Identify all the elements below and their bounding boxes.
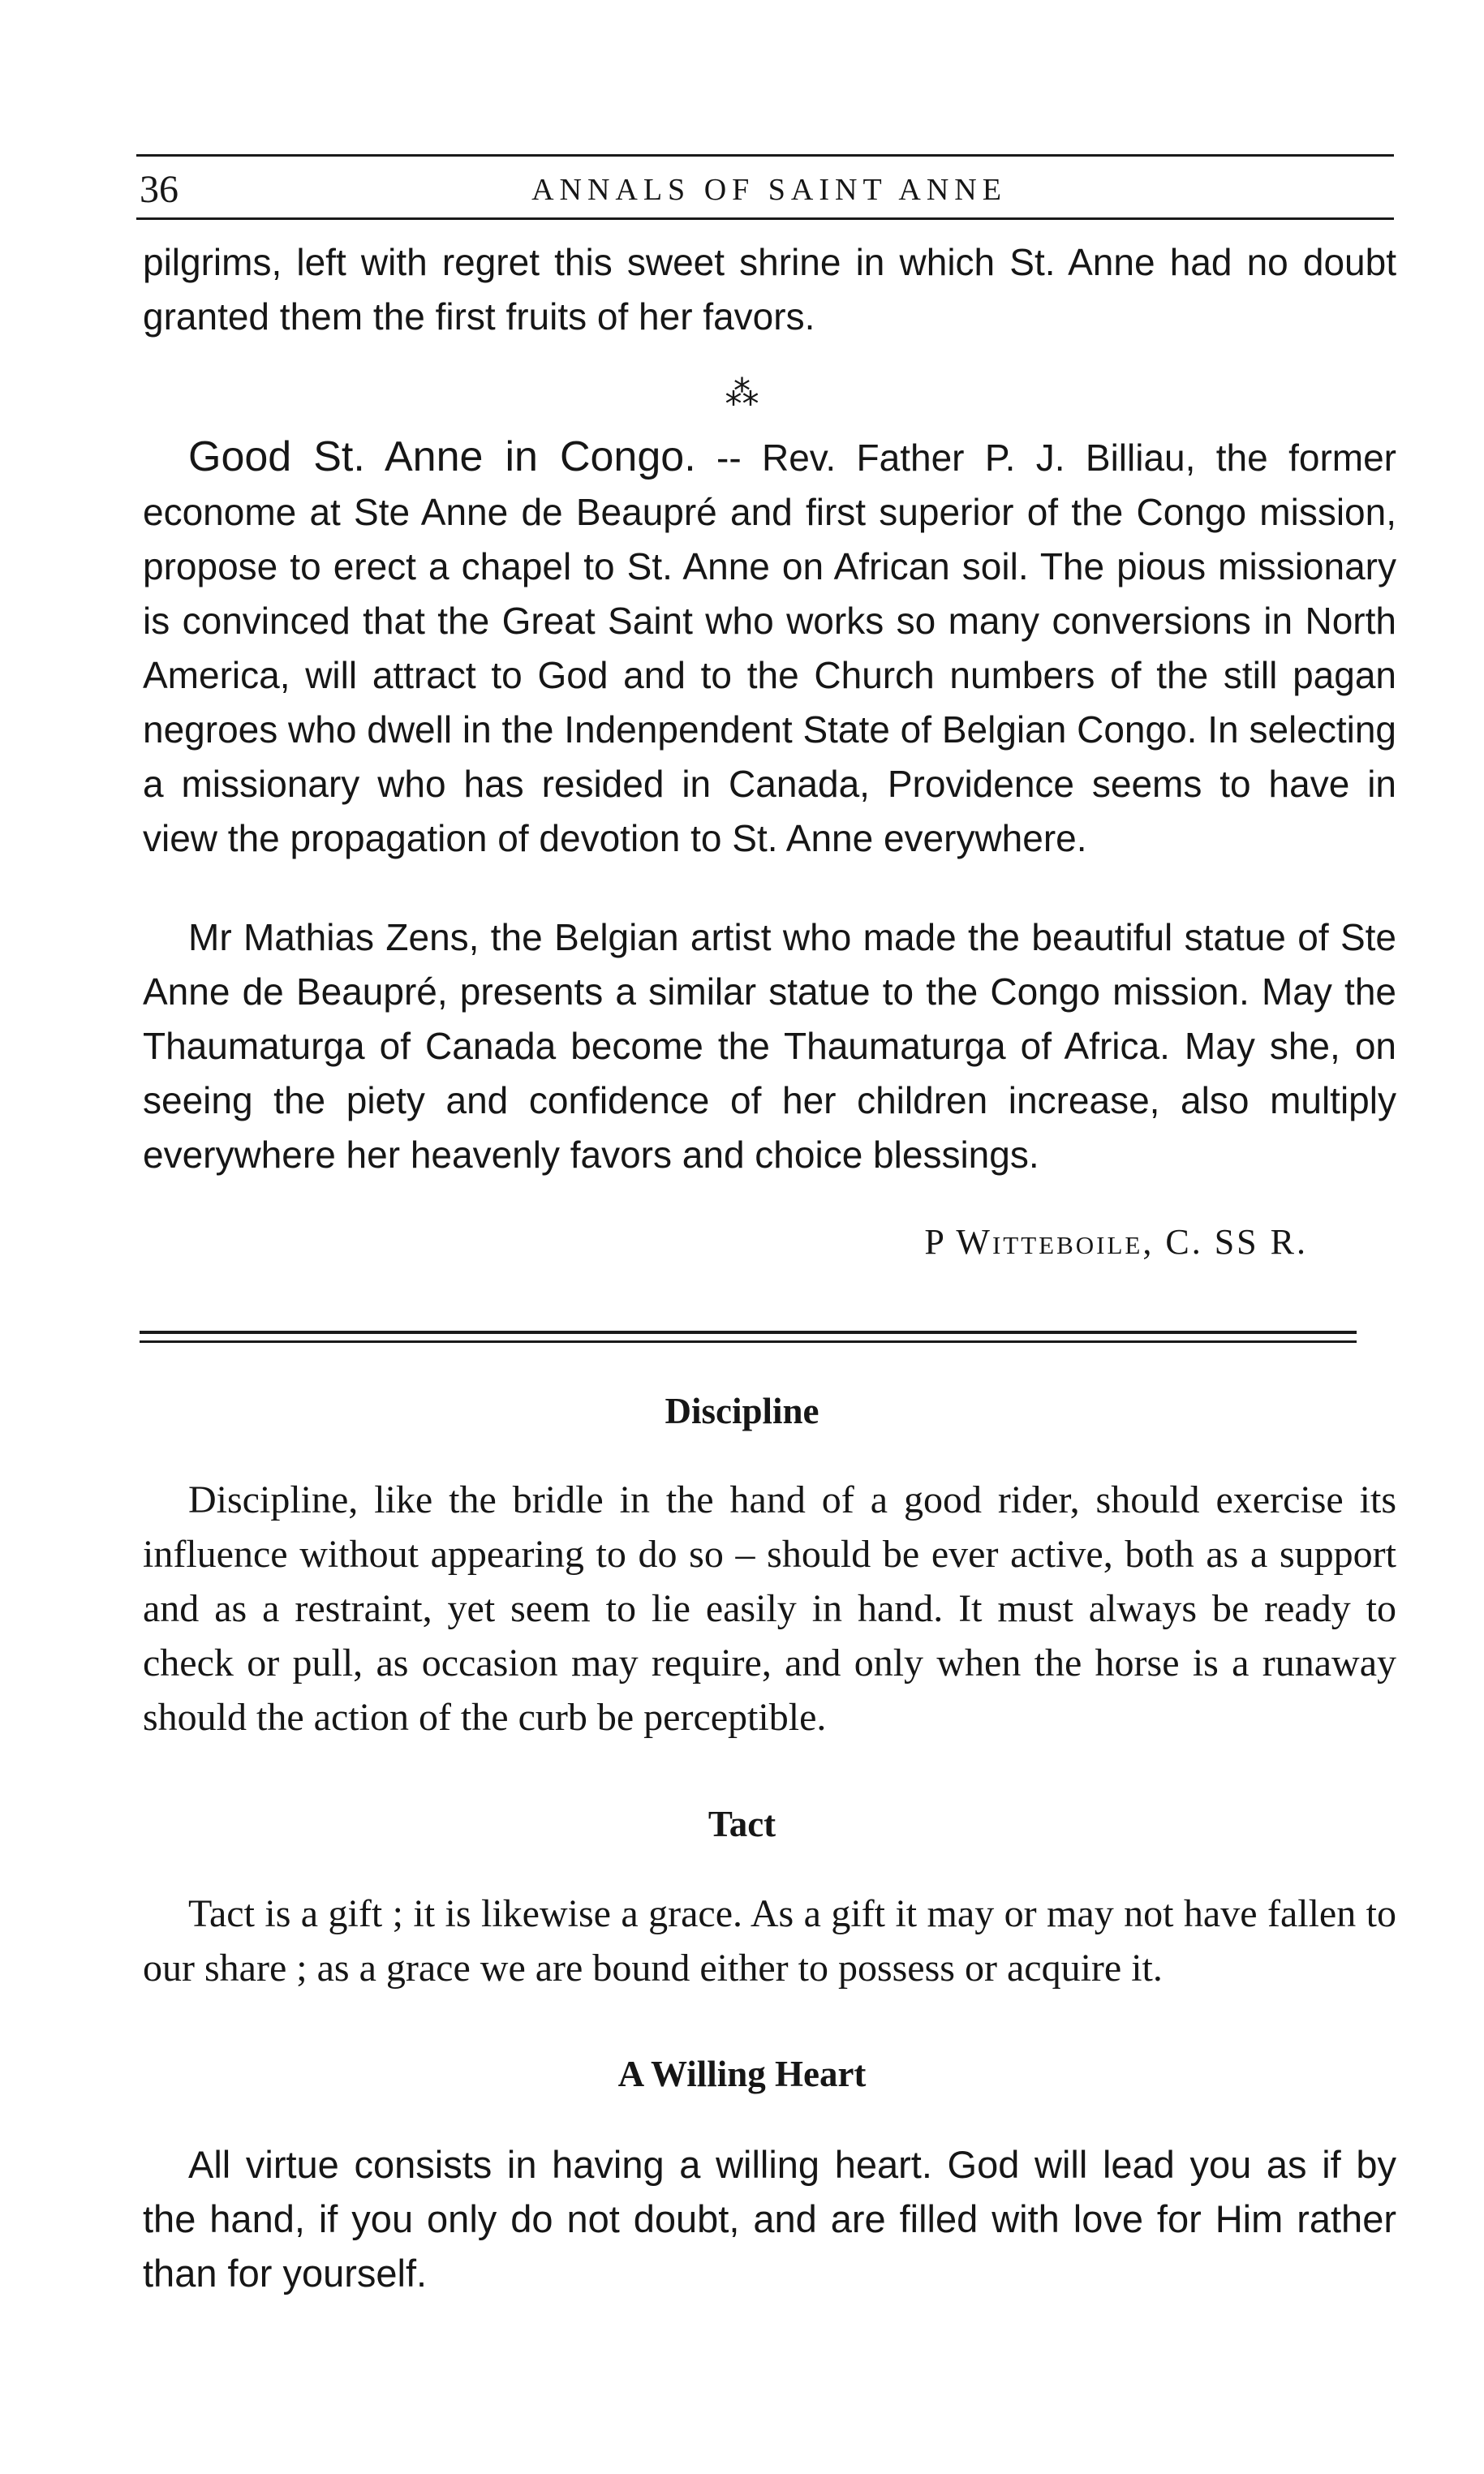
signature-line: P Witteboile, C. SS R. (924, 1222, 1308, 1262)
paragraph-pilgrims: pilgrims, left with regret this sweet shrine in which St. Anne had no doubt granted them the first fruits of her favors. (143, 241, 1396, 338)
paragraph-discipline: Discipline, like the bridle in the hand of a good rider, should exercise its influence without appearing to do so – should be ever active, both as a support and as a restraint, yet seem to lie easily in hand. It must always be ready to check or pull, as occasion may require, and only when the horse is a runaway should the action of the curb be perceptible. (143, 1478, 1396, 1739)
heading-discipline: Discipline (665, 1391, 819, 1431)
paragraph-lead-title: Good St. Anne in Congo. (188, 433, 696, 480)
page-number: 36 (140, 168, 179, 211)
paragraph-willing-heart: All virtue consists in having a willing heart. God will lead you as if by the hand, if you only do not doubt, and are filled with love for Him rather than for yourself. (143, 2143, 1396, 2295)
section-separator-rule (140, 1331, 1357, 1334)
header-bottom-rule (136, 217, 1394, 220)
paragraph-statue: Mr Mathias Zens, the Belgian artist who made the beautiful statue of Ste Anne de Beaupré, presents a similar statue to the Congo mission. May the Thaumaturga of Canada become the Thaumaturga of Africa. May she, on seeing the piety and confidence of her children increase, also multiply everywhere her heavenly favors and choice blessings. (143, 916, 1396, 1176)
heading-tact: Tact (708, 1804, 776, 1844)
paragraph-congo-text: -- Rev. Father P. J. Billiau, the former econome at Ste Anne de Beaupré and first superior of the Congo mission, propose to erect a chapel to St. Anne on African soil. The pious missionary is convinced that the Great Saint who works so many conversions in North America, will attract to God and to the Church numbers of the still pagan negroes who dwell in the Indenpendent State of Belgian Congo. In selecting a missionary who has resided in Canada, Providence seems to have in view the propagation of devotion to St. Anne everywhere. (143, 437, 1396, 859)
running-head: ANNALS OF SAINT ANNE (531, 173, 1007, 207)
paragraph-congo (143, 430, 1396, 866)
paragraph-tact: Tact is a gift ; it is likewise a grace. As a gift it may or may not have fallen to our share ; as a grace we are bound either to possess or acquire it. (143, 1892, 1396, 1990)
header-top-rule (136, 154, 1394, 157)
heading-willing-heart: A Willing Heart (617, 2054, 867, 2094)
page-header (136, 161, 1402, 217)
section-separator-rule-second (140, 1340, 1357, 1343)
ornament-dingbat: ⁂ (725, 373, 759, 413)
